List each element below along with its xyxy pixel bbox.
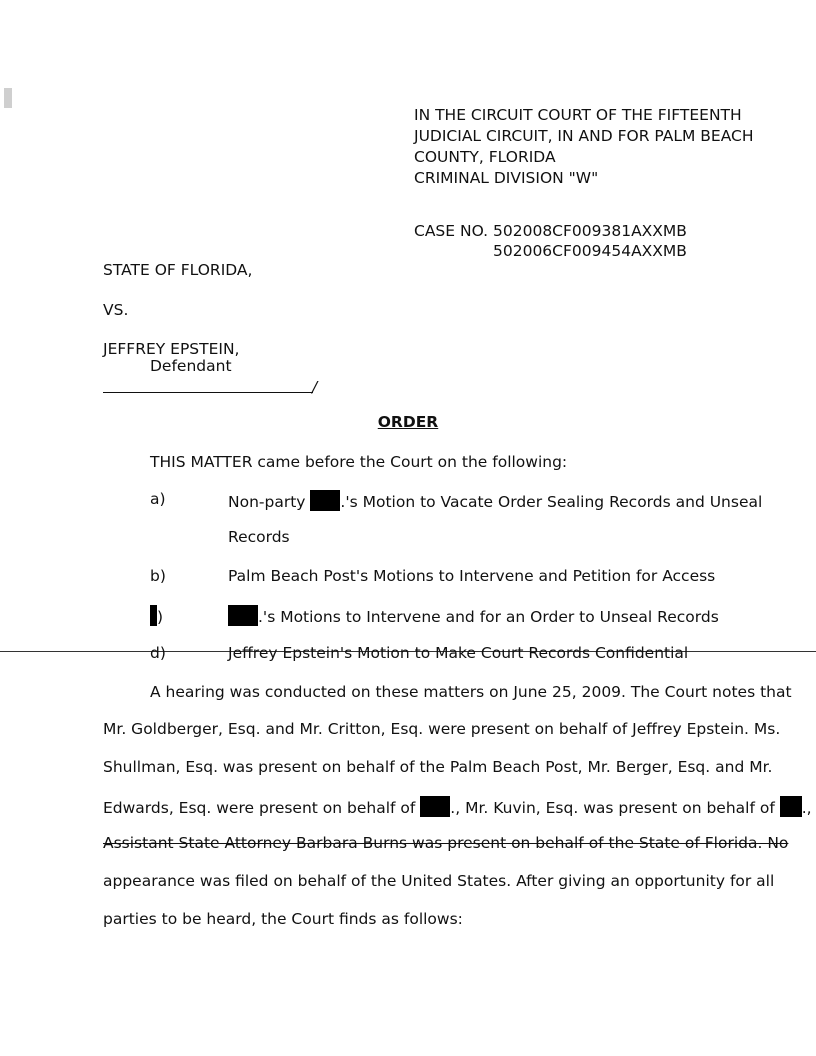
court-header bbox=[414, 105, 754, 168]
court-line: JUDICIAL CIRCUIT, IN AND FOR PALM BEACH bbox=[414, 127, 754, 145]
defendant-role: Defendant bbox=[150, 357, 232, 375]
item-letter: d) bbox=[150, 644, 166, 662]
defendant-name: JEFFREY EPSTEIN, bbox=[103, 340, 240, 358]
scan-artifact bbox=[4, 88, 12, 108]
body-line: Edwards, Esq. were present on behalf of ., Mr. Kuvin, Esq. was present on behalf of ., bbox=[103, 796, 812, 817]
item-text: .'s Motions to Intervene and for an Order to Unseal Records bbox=[228, 605, 719, 626]
item-letter: a) bbox=[150, 490, 166, 508]
body-line: Mr. Goldberger, Esq. and Mr. Critton, Esq. were present on behalf of Jeffrey Epstein. Ms. bbox=[103, 720, 781, 738]
item-text-cont: Records bbox=[228, 528, 290, 546]
body-line: A hearing was conducted on these matters on June 25, 2009. The Court notes that bbox=[150, 683, 792, 701]
redaction bbox=[310, 490, 340, 511]
order-title: ORDER bbox=[377, 413, 439, 431]
item-text: Non-party .'s Motion to Vacate Order Sealing Records and Unseal bbox=[228, 490, 762, 511]
redaction bbox=[780, 796, 802, 817]
redaction bbox=[228, 605, 258, 626]
item-letter: b) bbox=[150, 567, 166, 585]
caption-slash: / bbox=[312, 378, 318, 396]
item-letter: ) bbox=[150, 605, 163, 626]
body-line: Assistant State Attorney Barbara Burns was present on behalf of the State of Florida. No bbox=[103, 834, 789, 852]
body-line: Shullman, Esq. was present on behalf of the Palm Beach Post, Mr. Berger, Esq. and Mr. bbox=[103, 758, 773, 776]
redaction bbox=[150, 605, 157, 626]
body-line: parties to be heard, the Court finds as follows: bbox=[103, 910, 463, 928]
item-text: Palm Beach Post's Motions to Intervene and Petition for Access bbox=[228, 567, 716, 585]
case-number-2: 502006CF009454AXXMB bbox=[493, 242, 687, 260]
item-text: Jeffrey Epstein's Motion to Make Court Records Confidential bbox=[228, 644, 689, 662]
court-line: IN THE CIRCUIT COURT OF THE FIFTEENTH bbox=[414, 106, 742, 124]
division: CRIMINAL DIVISION "W" bbox=[414, 169, 599, 187]
redaction bbox=[420, 796, 450, 817]
intro-text: THIS MATTER came before the Court on the following: bbox=[150, 453, 568, 471]
versus: VS. bbox=[103, 301, 129, 319]
court-line: COUNTY, FLORIDA bbox=[414, 148, 556, 166]
caption-rule bbox=[103, 392, 313, 393]
case-number: CASE NO. 502008CF009381AXXMB bbox=[414, 222, 687, 240]
plaintiff: STATE OF FLORIDA, bbox=[103, 261, 253, 279]
body-line: appearance was filed on behalf of the United States. After giving an opportunity for all bbox=[103, 872, 775, 890]
